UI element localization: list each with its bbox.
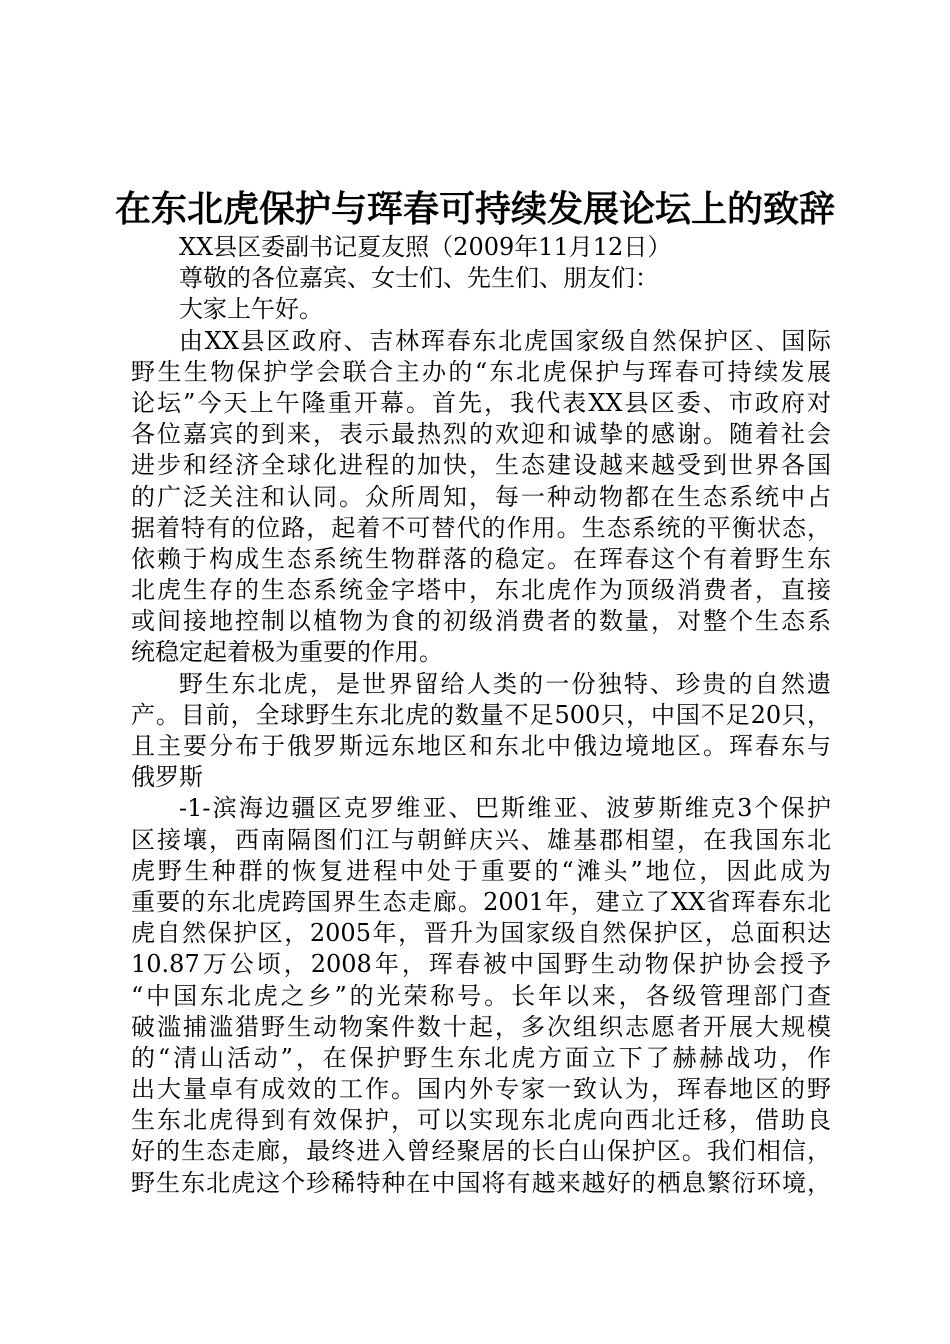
text-line: 或间接地控制以植物为食的初级消费者的数量，对整个生态系 xyxy=(131,607,831,636)
text-line: 虎野生种群的恢复进程中处于重要的“滩头”地位，因此成为 xyxy=(131,856,831,885)
text-line: 俄罗斯 xyxy=(131,763,203,792)
text-line: 生东北虎得到有效保护，可以实现东北虎向西北迁移，借助良 xyxy=(131,1106,831,1135)
text-line: 各位嘉宾的到来，表示最热烈的欢迎和诚挚的感谢。随着社会 xyxy=(131,420,831,449)
text-line: 区接壤，西南隔图们江与朝鲜庆兴、雄基郡相望，在我国东北 xyxy=(131,825,831,854)
text-line: 的“清山活动”，在保护野生东北虎方面立下了赫赫战功，作 xyxy=(131,1043,831,1072)
text-line: 虎自然保护区，2005年，晋升为国家级自然保护区，总面积达 xyxy=(131,919,831,948)
text-line: 大家上午好。 xyxy=(179,295,323,324)
text-line: 好的生态走廊，最终进入曾经聚居的长白山保护区。我们相信， xyxy=(131,1137,831,1166)
text-line: XX县区委副书记夏友照（2009年11月12日） xyxy=(179,233,672,261)
text-line: 据着特有的位路，起着不可替代的作用。生态系统的平衡状态， xyxy=(131,513,831,542)
text-line: 的广泛关注和认同。众所周知，每一种动物都在生态系统中占 xyxy=(131,482,831,511)
text-line: 由XX县区政府、吉林珲春东北虎国家级自然保护区、国际 xyxy=(179,326,831,355)
document-body xyxy=(131,232,831,1199)
text-line: 且主要分布于俄罗斯远东地区和东北中俄边境地区。珲春东与 xyxy=(131,732,831,760)
text-line: 野生生物保护学会联合主办的“东北虎保护与珲春可持续发展 xyxy=(131,357,831,386)
text-line: 北虎生存的生态系统金字塔中，东北虎作为顶级消费者，直接 xyxy=(131,576,831,605)
text-line: 出大量卓有成效的工作。国内外专家一致认为，珲春地区的野 xyxy=(131,1075,831,1104)
text-line: 重要的东北虎跨国界生态走廊。2001年，建立了XX省珲春东北 xyxy=(131,887,831,916)
text-line: 依赖于构成生态系统生物群落的稳定。在珲春这个有着野生东 xyxy=(131,544,831,573)
document-title: 在东北虎保护与珲春可持续发展论坛上的致辞 xyxy=(114,188,835,230)
text-line: -1-滨海边疆区克罗维亚、巴斯维亚、波萝斯维克3个保护 xyxy=(179,794,831,823)
text-line: 进步和经济全球化进程的加快，生态建设越来越受到世界各国 xyxy=(131,451,831,480)
text-line: 论坛”今天上午隆重开幕。首先，我代表XX县区委、市政府对 xyxy=(131,388,831,417)
text-line: “中国东北虎之乡”的光荣称号。长年以来，各级管理部门查 xyxy=(131,981,831,1010)
text-line: 统稳定起着极为重要的作用。 xyxy=(131,638,443,667)
text-line: 10.87万公顷，2008年，珲春被中国野生动物保护协会授予 xyxy=(131,950,831,979)
text-line: 野生东北虎，是世界留给人类的一份独特、珍贵的自然遗 xyxy=(179,669,831,698)
text-line: 破滥捕滥猎野生动物案件数十起，多次组织志愿者开展大规模 xyxy=(131,1012,831,1041)
text-line: 尊敬的各位嘉宾、女士们、先生们、朋友们： xyxy=(179,264,659,293)
text-line: 产。目前，全球野生东北虎的数量不足500只，中国不足20只， xyxy=(131,700,831,729)
text-line: 野生东北虎这个珍稀特种在中国将有越来越好的栖息繁衍环境， xyxy=(131,1168,831,1197)
